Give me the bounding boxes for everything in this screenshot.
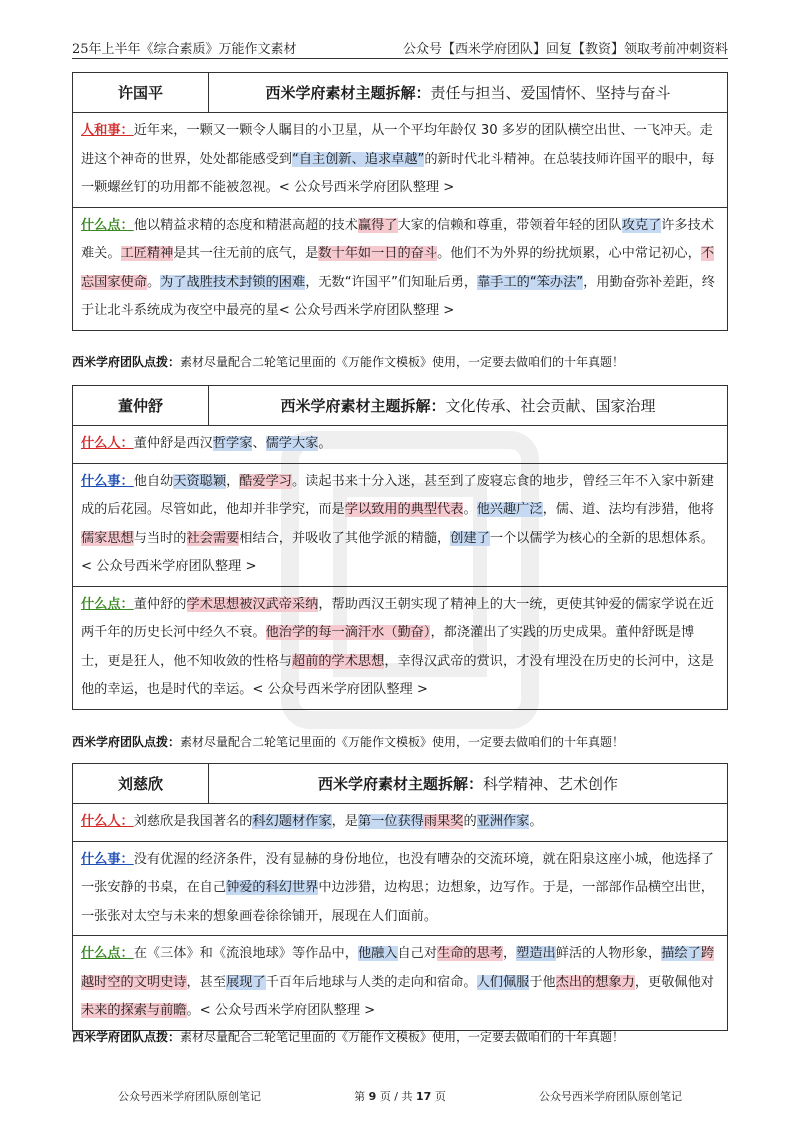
highlight-phrase: 人们佩服 xyxy=(476,974,530,990)
body-text: 。 xyxy=(463,502,477,517)
body-text: 董仲舒的 xyxy=(133,596,187,612)
theme-cell xyxy=(209,73,727,112)
highlight-phrase: 他兴趣广泛 xyxy=(476,502,543,517)
card-header xyxy=(73,764,727,804)
highlight-phrase: 酷爱学习 xyxy=(239,473,292,489)
body-text: ， xyxy=(226,473,240,489)
header-promo: 公众号【西米学府团队】回复【教资】领取考前冲刺资料 xyxy=(402,42,728,57)
tip-label: 西米学府团队点拨： xyxy=(72,1030,181,1044)
highlight-phrase: 第一位获得 xyxy=(357,814,424,829)
highlight-phrase: 亚洲作家 xyxy=(476,814,530,829)
body-text: 。读起书来十分入迷，甚至到了废寝忘食的地步，曾经三年不入家中新建成的后花园。尽管如此，他却并非学究，而是 xyxy=(81,473,714,517)
footer-left: 公众号西米学府团队原创笔记 xyxy=(118,1090,261,1103)
body-text: 董仲舒是西汉 xyxy=(133,436,213,451)
body-text: 。 xyxy=(146,274,161,290)
tip-text: 素材尽量配合二轮笔记里面的《万能作文模板》使用，一定要去做咱们的十年真题！ xyxy=(180,735,625,749)
body-text: 。 xyxy=(318,436,332,451)
theme-text: 科学精神、艺术创作 xyxy=(483,775,619,793)
theme-cell xyxy=(209,764,727,803)
tip-text: 素材尽量配合二轮笔记里面的《万能作文模板》使用，一定要去做咱们的十年真题！ xyxy=(180,355,625,369)
section-label: 什么人： xyxy=(81,436,134,451)
highlight-phrase: 他融入 xyxy=(357,946,398,961)
body-text: ，是 xyxy=(331,814,358,829)
tip-note xyxy=(72,1028,624,1045)
section-label: 什么点： xyxy=(81,946,134,961)
theme-text: 责任与担当、爱国情怀、坚持与奋斗 xyxy=(430,84,671,102)
person-name: 许国平 xyxy=(73,73,209,112)
body-text: 的新时代北斗精神。在总装技师许国平的眼中，每一颗螺丝钉的功用都不能被忽视。< 公众号西米学府团队整理 > xyxy=(81,151,715,195)
highlight-phrase: 超前的学术思想 xyxy=(292,653,385,669)
body-text: ， xyxy=(503,946,517,961)
section-point xyxy=(73,208,727,330)
highlight-phrase: 塑造出 xyxy=(516,946,556,961)
current-page: 9 xyxy=(368,1090,377,1103)
body-text: 自己对 xyxy=(397,946,438,961)
body-text: 鲜活的人物形象， xyxy=(555,946,662,961)
body-text: 与当时的 xyxy=(133,530,187,546)
page-footer xyxy=(72,1088,728,1106)
body-text: 许多技术难关。 xyxy=(81,217,714,261)
body-text: 、 xyxy=(252,436,266,451)
highlight-phrase: 工匠精神 xyxy=(120,246,174,261)
body-text: 是其一往无前的底气，是 xyxy=(173,246,319,261)
material-card-liu-cixin xyxy=(72,763,728,1031)
body-text: 。他们不为外界的纷扰烦累，心中常记初心， xyxy=(437,246,701,261)
body-text: 他自幼 xyxy=(133,473,174,489)
body-text: ，都浇灌出了实践的历史成果。董仲舒既是博士，更是狂人，他不知收敛的性格与 xyxy=(81,625,695,669)
highlight-phrase: 天资聪颖 xyxy=(173,473,227,489)
section-story xyxy=(73,113,727,208)
body-text: 中边涉猎，边构思；边想象，边写作。于是，一部部作品横空出世，一张张对太空与未来的想象画卷徐徐铺开，展现在人们面前。 xyxy=(81,880,714,924)
page-mid: 页 / 共 xyxy=(379,1090,413,1103)
highlight-phrase: 科幻题材作家 xyxy=(252,814,332,829)
highlight-phrase: 数十年如一日的奋斗 xyxy=(318,246,438,261)
person-name: 董仲舒 xyxy=(73,386,209,425)
highlight-phrase: 赢得了 xyxy=(357,217,398,233)
body-text: ，用勤奋弥补差距，终于让北斗系统成为夜空中最亮的星< 公众号西米学府团队整理 > xyxy=(81,274,715,318)
page-header xyxy=(72,36,728,59)
page-prefix: 第 xyxy=(354,1090,366,1103)
highlight-phrase: 创建了 xyxy=(450,530,490,546)
body-text: 没有优渥的经济条件，没有显赫的身份地位，也没有嘈杂的交流环境，就在阳泉这座小城，他选择了一张安静的书桌，在自己 xyxy=(81,851,714,895)
body-text: 近年来，一颗又一颗令人瞩目的小卫星，从一个平均年龄仅 30 多岁的团队横空出世、一飞冲天。走进这个神奇的世界，处处都能感受到 xyxy=(81,123,713,167)
theme-prefix: 西米学府素材主题拆解： xyxy=(280,397,446,415)
body-text: 在《三体》和《流浪地球》等作品中， xyxy=(133,946,358,961)
section-who xyxy=(73,426,727,464)
highlight-phrase: 钟爱的科幻世界 xyxy=(226,880,319,895)
body-text: 相结合，并吸收了其他学派的精髓， xyxy=(239,530,451,546)
body-text: 一个以儒学为核心的全新的思想体系。< 公众号西米学府团队整理 > xyxy=(81,530,714,574)
body-text: ，无数“许国平”们知耻后勇， xyxy=(305,274,478,290)
theme-prefix: 西米学府素材主题拆解： xyxy=(317,775,483,793)
highlight-phrase: 杰出的想象力 xyxy=(555,974,635,990)
body-text: 刘慈欣是我国著名的 xyxy=(133,814,253,829)
card-header xyxy=(73,73,727,113)
body-text: 的 xyxy=(463,814,477,829)
highlight-phrase: 他治学的每一滴汗水（勤奋） xyxy=(265,625,431,640)
body-text: 于他 xyxy=(529,974,556,990)
body-text: ，帮助西汉王朝实现了精神上的大一统，更使其钟爱的儒家学说在近两千年的历史长河中经久不衰。 xyxy=(81,596,714,640)
theme-cell xyxy=(209,386,727,425)
total-pages: 17 xyxy=(416,1090,432,1103)
highlight-phrase: 学术思想被汉武帝采纳 xyxy=(186,596,319,612)
material-card-dong-zhongshu xyxy=(72,385,728,710)
tip-note xyxy=(72,353,624,370)
section-label: 什么点： xyxy=(81,596,134,612)
highlight-phrase: 未来的探索与前瞻 xyxy=(81,1003,187,1018)
card-header xyxy=(73,386,727,426)
highlight-phrase: 生命的思考 xyxy=(437,946,503,961)
material-card-xu-guoping xyxy=(72,72,728,331)
body-text: 。 xyxy=(529,814,543,829)
highlight-phrase: 描绘了 xyxy=(661,946,701,961)
page-suffix: 页 xyxy=(434,1090,446,1103)
highlight-phrase: 哲学家 xyxy=(212,436,253,451)
section-label: 什么事： xyxy=(81,473,134,489)
section-what xyxy=(73,842,727,937)
body-text: 他以精益求精的态度和精湛高超的技术 xyxy=(133,217,358,233)
tip-label: 西米学府团队点拨： xyxy=(72,735,181,749)
tip-text: 素材尽量配合二轮笔记里面的《万能作文模板》使用，一定要去做咱们的十年真题！ xyxy=(180,1030,625,1044)
body-text: 。< 公众号西米学府团队整理 > xyxy=(186,1003,376,1018)
highlight-phrase: 跨越时空的文明史诗 xyxy=(81,946,714,990)
body-text: ，更敬佩他对 xyxy=(634,974,714,990)
section-what xyxy=(73,464,727,587)
body-text: ，甚至 xyxy=(186,974,227,990)
highlight-phrase: 不忘国家使命 xyxy=(81,246,714,290)
highlight-phrase: 学以致用的典型代表 xyxy=(344,502,464,517)
highlight-phrase: 儒学大家 xyxy=(265,436,319,451)
theme-text: 文化传承、社会贡献、国家治理 xyxy=(445,397,656,415)
footer-right: 公众号西米学府团队原创笔记 xyxy=(539,1090,682,1103)
highlight-phrase: 靠手工的“笨办法” xyxy=(477,274,584,290)
header-title: 25年上半年《综合素质》万能作文素材 xyxy=(72,42,297,57)
section-label: 什么事： xyxy=(81,851,134,867)
highlight-phrase: 攻克了 xyxy=(621,217,662,233)
highlight-phrase: 展现了 xyxy=(226,974,266,990)
highlight-phrase: 雨果奖 xyxy=(423,814,464,829)
section-label: 什么点： xyxy=(81,217,134,233)
section-label: 人和事： xyxy=(81,123,134,138)
section-who xyxy=(73,804,727,842)
highlight-phrase: 社会需要 xyxy=(186,530,240,546)
section-point xyxy=(73,587,727,709)
person-name: 刘慈欣 xyxy=(73,764,209,803)
body-text: 大家的信赖和尊重，带领着年轻的团队 xyxy=(397,217,622,233)
highlight-phrase: “自主创新、追求卓越” xyxy=(292,151,425,167)
section-label: 什么人： xyxy=(81,814,134,829)
tip-note xyxy=(72,733,624,750)
theme-prefix: 西米学府素材主题拆解： xyxy=(265,84,431,102)
body-text: 千百年后地球与人类的走向和宿命。 xyxy=(265,974,477,990)
highlight-phrase: 为了战胜技术封锁的困难 xyxy=(160,274,306,290)
body-text: ，儒、道、法均有涉猎，他将 xyxy=(542,502,714,517)
highlight-phrase: 儒家思想 xyxy=(81,530,134,546)
tip-label: 西米学府团队点拨： xyxy=(72,355,181,369)
body-text: ，幸得汉武帝的赏识，才没有埋没在历史的长河中，这是他的幸运，也是时代的幸运。< 公众号西米学府团队整理 > xyxy=(81,653,714,697)
section-point xyxy=(73,936,727,1030)
